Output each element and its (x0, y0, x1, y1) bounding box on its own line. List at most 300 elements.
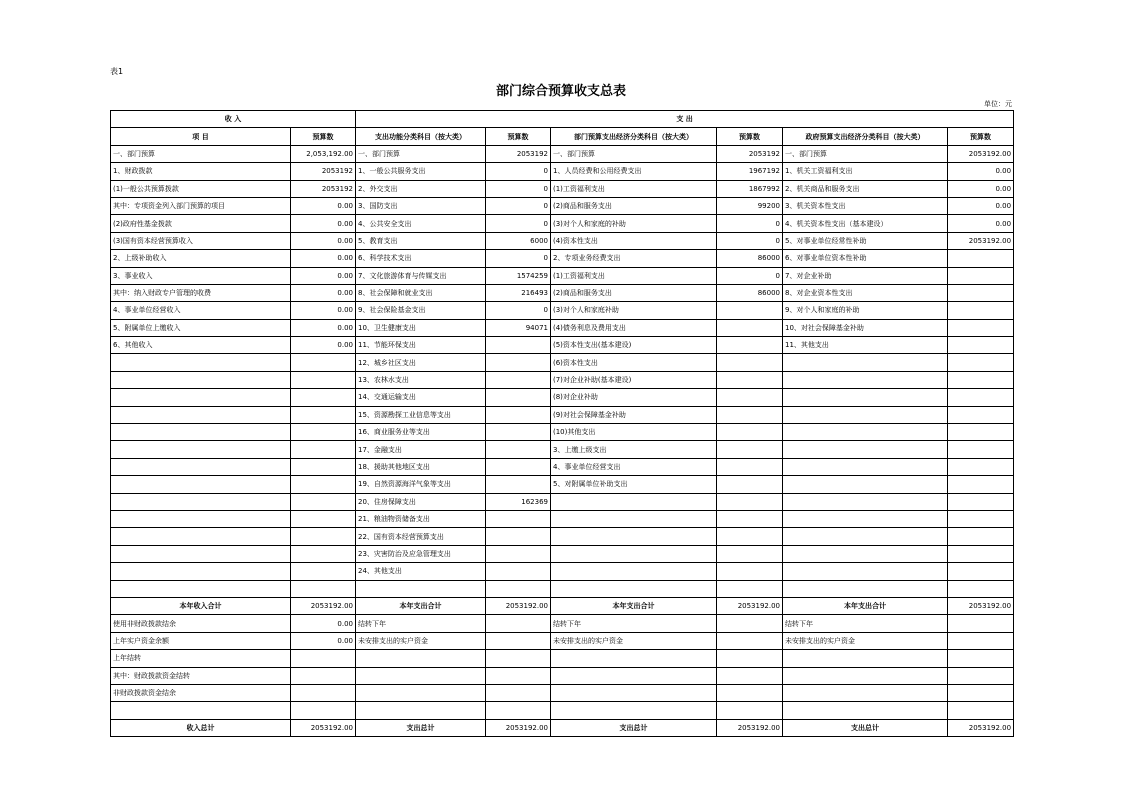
cell-gov-econ-amount (948, 510, 1014, 527)
cell-gov-econ-amount (948, 371, 1014, 388)
cell-function-item: 17、金融支出 (356, 441, 486, 458)
cell-gov-econ-item (783, 510, 948, 527)
cell-income-amount: 0.00 (291, 302, 356, 319)
cell-income-item (111, 476, 291, 493)
cell-gov-econ-amount (948, 389, 1014, 406)
cell-function-item (356, 667, 486, 684)
cell-dept-econ-item: (2)商品和服务支出 (551, 284, 717, 301)
cell-gov-econ-amount (948, 250, 1014, 267)
cell-gov-econ-item: 5、对事业单位经常性补助 (783, 232, 948, 249)
cell-gov-econ-item: 本年支出合计 (783, 597, 948, 614)
cell-income-amount (291, 371, 356, 388)
cell-function-item: 2、外交支出 (356, 180, 486, 197)
col-header-dept-econ-item: 部门预算支出经济分类科目（按大类） (551, 128, 717, 145)
cell-function-item (356, 702, 486, 719)
cell-dept-econ-amount (717, 667, 783, 684)
table-row (111, 406, 1014, 423)
cell-gov-econ-item: 10、对社会保障基金补助 (783, 319, 948, 336)
cell-dept-econ-amount (717, 702, 783, 719)
cell-function-amount (486, 632, 551, 649)
cell-dept-econ-item (551, 667, 717, 684)
cell-function-amount (486, 424, 551, 441)
cell-function-item: 18、援助其他地区支出 (356, 458, 486, 475)
cell-dept-econ-item (551, 702, 717, 719)
cell-function-amount: 0 (486, 163, 551, 180)
cell-function-item: 6、科学技术支出 (356, 250, 486, 267)
cell-gov-econ-amount (948, 458, 1014, 475)
column-header-row (111, 128, 1014, 145)
col-header-function-amount: 预算数 (486, 128, 551, 145)
cell-dept-econ-item: (4)债务利息及费用支出 (551, 319, 717, 336)
cell-dept-econ-amount (717, 371, 783, 388)
cell-dept-econ-amount (717, 424, 783, 441)
cell-function-amount: 0 (486, 180, 551, 197)
cell-function-amount: 162369 (486, 493, 551, 510)
cell-gov-econ-amount: 2053192.00 (948, 719, 1014, 736)
cell-function-amount (486, 510, 551, 527)
cell-dept-econ-amount: 1967192 (717, 163, 783, 180)
col-header-income-item: 项 目 (111, 128, 291, 145)
cell-function-amount (486, 371, 551, 388)
cell-gov-econ-amount: 0.00 (948, 215, 1014, 232)
cell-dept-econ-item: (7)对企业补助(基本建设) (551, 371, 717, 388)
cell-function-amount (486, 667, 551, 684)
cell-function-item: 14、交通运输支出 (356, 389, 486, 406)
cell-dept-econ-item (551, 493, 717, 510)
table-number: 表1 (110, 67, 124, 76)
cell-dept-econ-item: (9)对社会保障基金补助 (551, 406, 717, 423)
group-header-row (111, 111, 1014, 128)
cell-function-amount (486, 441, 551, 458)
col-header-function-item: 支出功能分类科目（按大类） (356, 128, 486, 145)
cell-income-item: 上年结转 (111, 650, 291, 667)
cell-function-item: 11、节能环保支出 (356, 337, 486, 354)
cell-income-item (111, 493, 291, 510)
footer-row (111, 650, 1014, 667)
table-row (111, 528, 1014, 545)
cell-function-amount: 0 (486, 215, 551, 232)
cell-income-item: (3)国有资本经营预算收入 (111, 232, 291, 249)
cell-function-item: 12、城乡社区支出 (356, 354, 486, 371)
table-row (111, 267, 1014, 284)
table-row (111, 215, 1014, 232)
cell-function-amount: 0 (486, 250, 551, 267)
table-row (111, 337, 1014, 354)
cell-gov-econ-amount (948, 563, 1014, 580)
cell-function-item: 8、社会保障和就业支出 (356, 284, 486, 301)
cell-dept-econ-item: (4)资本性支出 (551, 232, 717, 249)
cell-income-amount (291, 424, 356, 441)
table-row (111, 545, 1014, 562)
cell-gov-econ-amount (948, 493, 1014, 510)
table-row (111, 250, 1014, 267)
cell-gov-econ-amount (948, 337, 1014, 354)
cell-gov-econ-amount: 0.00 (948, 197, 1014, 214)
cell-income-item (111, 563, 291, 580)
cell-gov-econ-amount: 2053192.00 (948, 145, 1014, 162)
cell-dept-econ-amount (717, 493, 783, 510)
cell-income-item (111, 441, 291, 458)
cell-dept-econ-item (551, 684, 717, 701)
cell-gov-econ-item (783, 667, 948, 684)
cell-function-amount (486, 528, 551, 545)
cell-gov-econ-item (783, 354, 948, 371)
cell-dept-econ-amount (717, 510, 783, 527)
col-header-income-amount: 预算数 (291, 128, 356, 145)
cell-function-amount: 94071 (486, 319, 551, 336)
cell-function-amount: 2053192.00 (486, 719, 551, 736)
cell-income-item: 上年实户资金余额 (111, 632, 291, 649)
cell-dept-econ-amount (717, 580, 783, 597)
col-header-dept-econ-amount: 预算数 (717, 128, 783, 145)
cell-dept-econ-item: (6)资本性支出 (551, 354, 717, 371)
cell-income-item: 3、事业收入 (111, 267, 291, 284)
unit-label: 单位：元 (984, 100, 1012, 108)
col-header-gov-econ-amount: 预算数 (948, 128, 1014, 145)
footer-row (111, 702, 1014, 719)
cell-income-item: 5、附属单位上缴收入 (111, 319, 291, 336)
cell-function-item: 4、公共安全支出 (356, 215, 486, 232)
cell-gov-econ-amount (948, 319, 1014, 336)
table-row (111, 563, 1014, 580)
cell-function-item: 16、商业服务业等支出 (356, 424, 486, 441)
cell-function-amount: 216493 (486, 284, 551, 301)
table-row (111, 441, 1014, 458)
cell-income-item (111, 702, 291, 719)
cell-gov-econ-amount (948, 284, 1014, 301)
cell-function-amount (486, 354, 551, 371)
cell-dept-econ-amount (717, 545, 783, 562)
cell-function-item: 19、自然资源海洋气象等支出 (356, 476, 486, 493)
cell-income-item (111, 389, 291, 406)
cell-dept-econ-amount (717, 615, 783, 632)
cell-dept-econ-item (551, 545, 717, 562)
cell-income-amount (291, 580, 356, 597)
cell-gov-econ-item: 一、部门预算 (783, 145, 948, 162)
cell-dept-econ-item (551, 528, 717, 545)
cell-income-amount (291, 545, 356, 562)
cell-income-item: 2、上级补助收入 (111, 250, 291, 267)
cell-dept-econ-item: 5、对附属单位补助支出 (551, 476, 717, 493)
cell-dept-econ-amount: 0 (717, 232, 783, 249)
cell-income-amount (291, 510, 356, 527)
table-row (111, 319, 1014, 336)
cell-income-amount (291, 702, 356, 719)
table-row (111, 284, 1014, 301)
expense-group-header: 支 出 (356, 111, 1014, 128)
cell-income-item (111, 545, 291, 562)
cell-dept-econ-item: (1)工资福利支出 (551, 180, 717, 197)
cell-dept-econ-amount: 86000 (717, 250, 783, 267)
cell-gov-econ-item: 3、机关资本性支出 (783, 197, 948, 214)
cell-function-amount (486, 650, 551, 667)
cell-income-amount (291, 650, 356, 667)
cell-function-amount (486, 702, 551, 719)
cell-dept-econ-amount: 0 (717, 267, 783, 284)
cell-gov-econ-item (783, 650, 948, 667)
cell-income-item (111, 528, 291, 545)
cell-gov-econ-item (783, 580, 948, 597)
cell-dept-econ-amount (717, 354, 783, 371)
cell-function-item: 未安排支出的实户资金 (356, 632, 486, 649)
cell-income-amount (291, 441, 356, 458)
cell-gov-econ-item (783, 424, 948, 441)
page-title: 部门综合预算收支总表 (495, 84, 626, 99)
cell-gov-econ-item (783, 528, 948, 545)
cell-income-item (111, 510, 291, 527)
cell-gov-econ-amount (948, 545, 1014, 562)
cell-gov-econ-item (783, 493, 948, 510)
cell-function-amount (486, 545, 551, 562)
cell-dept-econ-amount: 99200 (717, 197, 783, 214)
cell-income-item (111, 354, 291, 371)
cell-income-item (111, 424, 291, 441)
table-body (111, 111, 1014, 737)
cell-function-item (356, 580, 486, 597)
cell-function-amount: 2053192.00 (486, 597, 551, 614)
cell-function-item: 15、资源勘探工业信息等支出 (356, 406, 486, 423)
table-row (111, 197, 1014, 214)
cell-dept-econ-item: 支出总计 (551, 719, 717, 736)
cell-gov-econ-amount: 0.00 (948, 180, 1014, 197)
cell-income-amount (291, 406, 356, 423)
cell-function-item (356, 684, 486, 701)
cell-gov-econ-amount (948, 528, 1014, 545)
footer-row (111, 667, 1014, 684)
cell-function-amount: 0 (486, 197, 551, 214)
table-row (111, 510, 1014, 527)
cell-gov-econ-item (783, 545, 948, 562)
cell-dept-econ-amount: 1867992 (717, 180, 783, 197)
cell-function-amount (486, 684, 551, 701)
cell-dept-econ-item: 2、专项业务经费支出 (551, 250, 717, 267)
cell-gov-econ-amount (948, 580, 1014, 597)
cell-gov-econ-item (783, 702, 948, 719)
cell-gov-econ-item (783, 563, 948, 580)
subtotal-row (111, 597, 1014, 614)
cell-gov-econ-item: 2、机关商品和服务支出 (783, 180, 948, 197)
cell-dept-econ-amount (717, 650, 783, 667)
cell-income-amount: 2053192.00 (291, 719, 356, 736)
cell-dept-econ-item: (3)对个人和家庭补助 (551, 302, 717, 319)
cell-function-item: 21、粮油物资储备支出 (356, 510, 486, 527)
table-row (111, 180, 1014, 197)
cell-dept-econ-amount (717, 563, 783, 580)
cell-function-item: 9、社会保险基金支出 (356, 302, 486, 319)
cell-income-amount: 2053192 (291, 180, 356, 197)
cell-income-amount: 0.00 (291, 197, 356, 214)
cell-dept-econ-item: (5)资本性支出(基本建设) (551, 337, 717, 354)
cell-dept-econ-item: (8)对企业补助 (551, 389, 717, 406)
cell-income-amount: 2,053,192.00 (291, 145, 356, 162)
cell-gov-econ-amount (948, 424, 1014, 441)
cell-dept-econ-amount (717, 632, 783, 649)
cell-function-amount: 6000 (486, 232, 551, 249)
footer-row (111, 632, 1014, 649)
table-row (111, 163, 1014, 180)
cell-income-item: 收入总计 (111, 719, 291, 736)
cell-gov-econ-amount (948, 632, 1014, 649)
cell-dept-econ-item: 3、上缴上级支出 (551, 441, 717, 458)
cell-gov-econ-amount (948, 267, 1014, 284)
cell-function-amount (486, 389, 551, 406)
cell-gov-econ-item: 6、对事业单位资本性补助 (783, 250, 948, 267)
cell-income-item: 其中：财政拨款资金结转 (111, 667, 291, 684)
cell-income-amount: 2053192.00 (291, 597, 356, 614)
cell-gov-econ-item: 支出总计 (783, 719, 948, 736)
cell-gov-econ-item: 7、对企业补助 (783, 267, 948, 284)
table-row (111, 424, 1014, 441)
cell-dept-econ-amount: 2053192 (717, 145, 783, 162)
footer-row (111, 615, 1014, 632)
cell-income-amount (291, 476, 356, 493)
cell-dept-econ-item (551, 563, 717, 580)
cell-function-item: 20、住房保障支出 (356, 493, 486, 510)
cell-dept-econ-item: (1)工资福利支出 (551, 267, 717, 284)
cell-income-item: 非财政拨款资金结余 (111, 684, 291, 701)
cell-gov-econ-item: 9、对个人和家庭的补助 (783, 302, 948, 319)
cell-gov-econ-amount (948, 354, 1014, 371)
cell-function-item: 3、国防支出 (356, 197, 486, 214)
cell-dept-econ-amount (717, 389, 783, 406)
col-header-gov-econ-item: 政府预算支出经济分类科目（按大类） (783, 128, 948, 145)
cell-function-item: 1、一般公共服务支出 (356, 163, 486, 180)
cell-dept-econ-amount: 2053192.00 (717, 719, 783, 736)
cell-income-item: 4、事业单位经营收入 (111, 302, 291, 319)
cell-income-item: 一、部门预算 (111, 145, 291, 162)
cell-gov-econ-item (783, 441, 948, 458)
cell-gov-econ-item (783, 458, 948, 475)
cell-gov-econ-amount (948, 406, 1014, 423)
table-row (111, 371, 1014, 388)
cell-income-amount: 0.00 (291, 250, 356, 267)
cell-function-item: 支出总计 (356, 719, 486, 736)
cell-function-item: 23、灾害防治及应急管理支出 (356, 545, 486, 562)
cell-dept-econ-amount (717, 441, 783, 458)
cell-dept-econ-item: 未安排支出的实户资金 (551, 632, 717, 649)
cell-income-item (111, 580, 291, 597)
cell-function-amount: 0 (486, 302, 551, 319)
cell-dept-econ-item: 结转下年 (551, 615, 717, 632)
cell-function-item: 13、农林水支出 (356, 371, 486, 388)
cell-gov-econ-item (783, 389, 948, 406)
cell-dept-econ-item: 4、事业单位经营支出 (551, 458, 717, 475)
cell-income-item (111, 371, 291, 388)
cell-income-amount (291, 458, 356, 475)
cell-dept-econ-item (551, 510, 717, 527)
cell-gov-econ-item: 未安排支出的实户资金 (783, 632, 948, 649)
table-row (111, 354, 1014, 371)
cell-dept-econ-item: (10)其他支出 (551, 424, 717, 441)
cell-gov-econ-amount (948, 684, 1014, 701)
cell-dept-econ-item (551, 650, 717, 667)
cell-income-item: (1)一般公共预算拨款 (111, 180, 291, 197)
cell-gov-econ-amount (948, 476, 1014, 493)
cell-income-item: 1、财政拨款 (111, 163, 291, 180)
cell-income-item: 本年收入合计 (111, 597, 291, 614)
cell-income-item: 其中：专项资金列入部门预算的项目 (111, 197, 291, 214)
cell-income-amount (291, 493, 356, 510)
cell-gov-econ-amount (948, 441, 1014, 458)
cell-income-amount: 0.00 (291, 615, 356, 632)
cell-dept-econ-item: (3)对个人和家庭的补助 (551, 215, 717, 232)
cell-gov-econ-item (783, 406, 948, 423)
cell-dept-econ-amount (717, 476, 783, 493)
table-row (111, 476, 1014, 493)
cell-dept-econ-item: 1、人员经费和公用经费支出 (551, 163, 717, 180)
budget-table (110, 110, 1014, 737)
cell-gov-econ-amount (948, 667, 1014, 684)
table-row (111, 493, 1014, 510)
table-row (111, 302, 1014, 319)
cell-dept-econ-amount (717, 458, 783, 475)
grand-total-row (111, 719, 1014, 736)
cell-dept-econ-item (551, 580, 717, 597)
cell-function-amount (486, 406, 551, 423)
cell-income-amount (291, 354, 356, 371)
cell-function-item: 结转下年 (356, 615, 486, 632)
table-row (111, 580, 1014, 597)
income-group-header: 收 入 (111, 111, 356, 128)
cell-income-item: (2)政府性基金拨款 (111, 215, 291, 232)
cell-gov-econ-amount: 2053192.00 (948, 232, 1014, 249)
cell-income-amount: 0.00 (291, 215, 356, 232)
cell-income-amount: 0.00 (291, 319, 356, 336)
cell-function-item: 一、部门预算 (356, 145, 486, 162)
cell-gov-econ-amount: 0.00 (948, 163, 1014, 180)
cell-dept-econ-amount (717, 528, 783, 545)
cell-function-item: 24、其他支出 (356, 563, 486, 580)
cell-function-amount (486, 615, 551, 632)
cell-function-amount (486, 563, 551, 580)
cell-dept-econ-amount (717, 406, 783, 423)
cell-gov-econ-item: 1、机关工资福利支出 (783, 163, 948, 180)
footer-row (111, 684, 1014, 701)
cell-gov-econ-item: 结转下年 (783, 615, 948, 632)
cell-gov-econ-amount (948, 302, 1014, 319)
cell-income-amount (291, 684, 356, 701)
cell-dept-econ-amount (717, 337, 783, 354)
cell-dept-econ-amount: 2053192.00 (717, 597, 783, 614)
cell-function-item: 5、教育支出 (356, 232, 486, 249)
cell-dept-econ-amount (717, 684, 783, 701)
cell-income-amount: 0.00 (291, 284, 356, 301)
table-row (111, 232, 1014, 249)
cell-dept-econ-amount (717, 319, 783, 336)
cell-function-amount (486, 337, 551, 354)
cell-gov-econ-item: 8、对企业资本性支出 (783, 284, 948, 301)
cell-dept-econ-item: (2)商品和服务支出 (551, 197, 717, 214)
cell-function-item: 22、国有资本经营预算支出 (356, 528, 486, 545)
cell-function-item (356, 650, 486, 667)
cell-income-amount (291, 563, 356, 580)
cell-dept-econ-amount (717, 302, 783, 319)
cell-function-item: 7、文化旅游体育与传媒支出 (356, 267, 486, 284)
cell-function-item: 本年支出合计 (356, 597, 486, 614)
cell-gov-econ-item (783, 371, 948, 388)
cell-function-amount (486, 580, 551, 597)
cell-income-item: 其中：纳入财政专户管理的收费 (111, 284, 291, 301)
cell-income-amount (291, 667, 356, 684)
cell-income-amount: 0.00 (291, 632, 356, 649)
cell-dept-econ-item: 本年支出合计 (551, 597, 717, 614)
cell-function-amount: 1574259 (486, 267, 551, 284)
cell-dept-econ-item: 一、部门预算 (551, 145, 717, 162)
cell-function-amount (486, 476, 551, 493)
cell-gov-econ-amount (948, 702, 1014, 719)
cell-income-amount (291, 528, 356, 545)
cell-income-amount: 0.00 (291, 232, 356, 249)
